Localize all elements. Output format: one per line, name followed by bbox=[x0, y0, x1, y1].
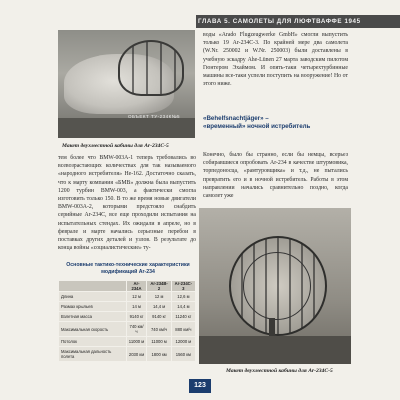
section-heading-line-2: «временный» ночной истребитель bbox=[203, 123, 311, 131]
section-heading bbox=[203, 115, 353, 132]
table-cell: 740 км/ч bbox=[147, 322, 171, 337]
table-cell: Размах крыльев bbox=[59, 302, 127, 312]
table-row bbox=[59, 322, 196, 337]
table-cell: 9140 кг bbox=[126, 312, 147, 322]
table-title bbox=[60, 262, 196, 276]
page-number: 123 bbox=[189, 379, 211, 393]
table-row bbox=[59, 302, 196, 312]
table-title-line-1: Основные тактико-технические характеристики bbox=[66, 262, 190, 268]
table-cell: 1560 км bbox=[171, 347, 195, 362]
table-cell: 11000 м bbox=[147, 337, 171, 347]
table-cell: Взлетная масса bbox=[59, 312, 127, 322]
table-cell: 11000 м bbox=[126, 337, 147, 347]
table-title-line-2: модификаций Ar-234 bbox=[101, 269, 155, 275]
table-row bbox=[59, 347, 196, 362]
table-cell: 14,4 м bbox=[147, 302, 171, 312]
photo-caption-2: Макет двухместной кабины для Ar-234C-5 bbox=[226, 368, 333, 374]
table-cell: 11240 кг bbox=[171, 312, 195, 322]
specs-table bbox=[58, 280, 196, 362]
cockpit-mockup-photo-2 bbox=[199, 208, 351, 364]
table-header-cell: Ar-234A bbox=[126, 281, 147, 292]
table-cell: 9140 кг bbox=[147, 312, 171, 322]
cockpit-inner-ring bbox=[243, 252, 311, 320]
body-text-left: тем более что BMW-003A-1 теперь требовались во всевозрастающих количествах для так называемого «народного истребителя» He-162. Достаточно сказать, что к марту компания «БМВ» должна была выпустить 1200 турбин BMW-003, а фактически смогла изготовить только 150. В то же время новые двигатели BMW-003A-2, которыми предстояло снабдить серийные Ar-234C, все еще проходили испытания на испытательных стендах. Их ожидали в апреле, но в феврале и марте начались серьезные перебои в поставках других деталей и узлов. В результате до конца войны «социалистические» ту- bbox=[58, 155, 196, 252]
table-cell: 2030 км bbox=[126, 347, 147, 362]
table-cell: 12,6 м bbox=[171, 292, 195, 302]
cockpit-frame bbox=[118, 40, 184, 96]
chapter-header: ГЛАВА 5. САМОЛЕТЫ ДЛЯ ЛЮФТВАФФЕ 1945 bbox=[198, 18, 361, 25]
table-cell: Максимальная скорость bbox=[59, 322, 127, 337]
table-cell: 12 м bbox=[126, 292, 147, 302]
table-cell: Максимальная дальность полета bbox=[59, 347, 127, 362]
photo-caption-1: Макет двухместной кабины для Ar-234C-5 bbox=[62, 143, 169, 149]
section-heading-line-1: «Behelfsnachtjäger» – bbox=[203, 115, 269, 122]
table-row bbox=[59, 337, 196, 347]
photo-base bbox=[199, 336, 351, 364]
table-header-row bbox=[59, 281, 196, 292]
table-cell: 14 м bbox=[126, 302, 147, 312]
table-cell: 14,4 м bbox=[171, 302, 195, 312]
table-header-cell bbox=[59, 281, 127, 292]
table-cell: 1800 км bbox=[147, 347, 171, 362]
table-cell: Длина bbox=[59, 292, 127, 302]
table-cell: 12 м bbox=[147, 292, 171, 302]
table-header-cell: Ar-234C-3 bbox=[171, 281, 195, 292]
table-cell: 740 км/ч bbox=[126, 322, 147, 337]
table-row bbox=[59, 292, 196, 302]
table-header-cell: Ar-234B-2 bbox=[147, 281, 171, 292]
cockpit-mockup-photo-1 bbox=[58, 30, 195, 138]
body-text-right-top: воды «Arado Flugzeugwerke GmbH» смогли выпустить только 19 Ar-234C-3. По крайней мере два самолета (W.Nr. 250002 и W.Nr. 250003) были доставлены в учебную эскадру Ahe-Lünen 27 марта заводским пилотом Гюнтером Эхаймом. И опять-таки четырехтурбинные машины все-таки успели поступить на вооружение! Но от этого ниже. bbox=[203, 32, 348, 88]
photo-plate-text: ОБЪЕКТ ТУ-234К№5 bbox=[128, 114, 181, 119]
photo-stand bbox=[58, 118, 195, 138]
table-row bbox=[59, 312, 196, 322]
body-text-right-mid: Конечно, было бы странно, если бы немцы, всерьез собиравшиеся опробовать Ar-234 в качестве штурмовика, торпедоносца, «рамтуровщика» и т.д., не пытались превратить его и в ночной истребитель. Работы в этом направлении начались сравнительно поздно, когда самолет уже bbox=[203, 152, 348, 200]
table-cell: Потолок bbox=[59, 337, 127, 347]
table-cell: 880 км/ч bbox=[171, 322, 195, 337]
table-cell: 12000 м bbox=[171, 337, 195, 347]
